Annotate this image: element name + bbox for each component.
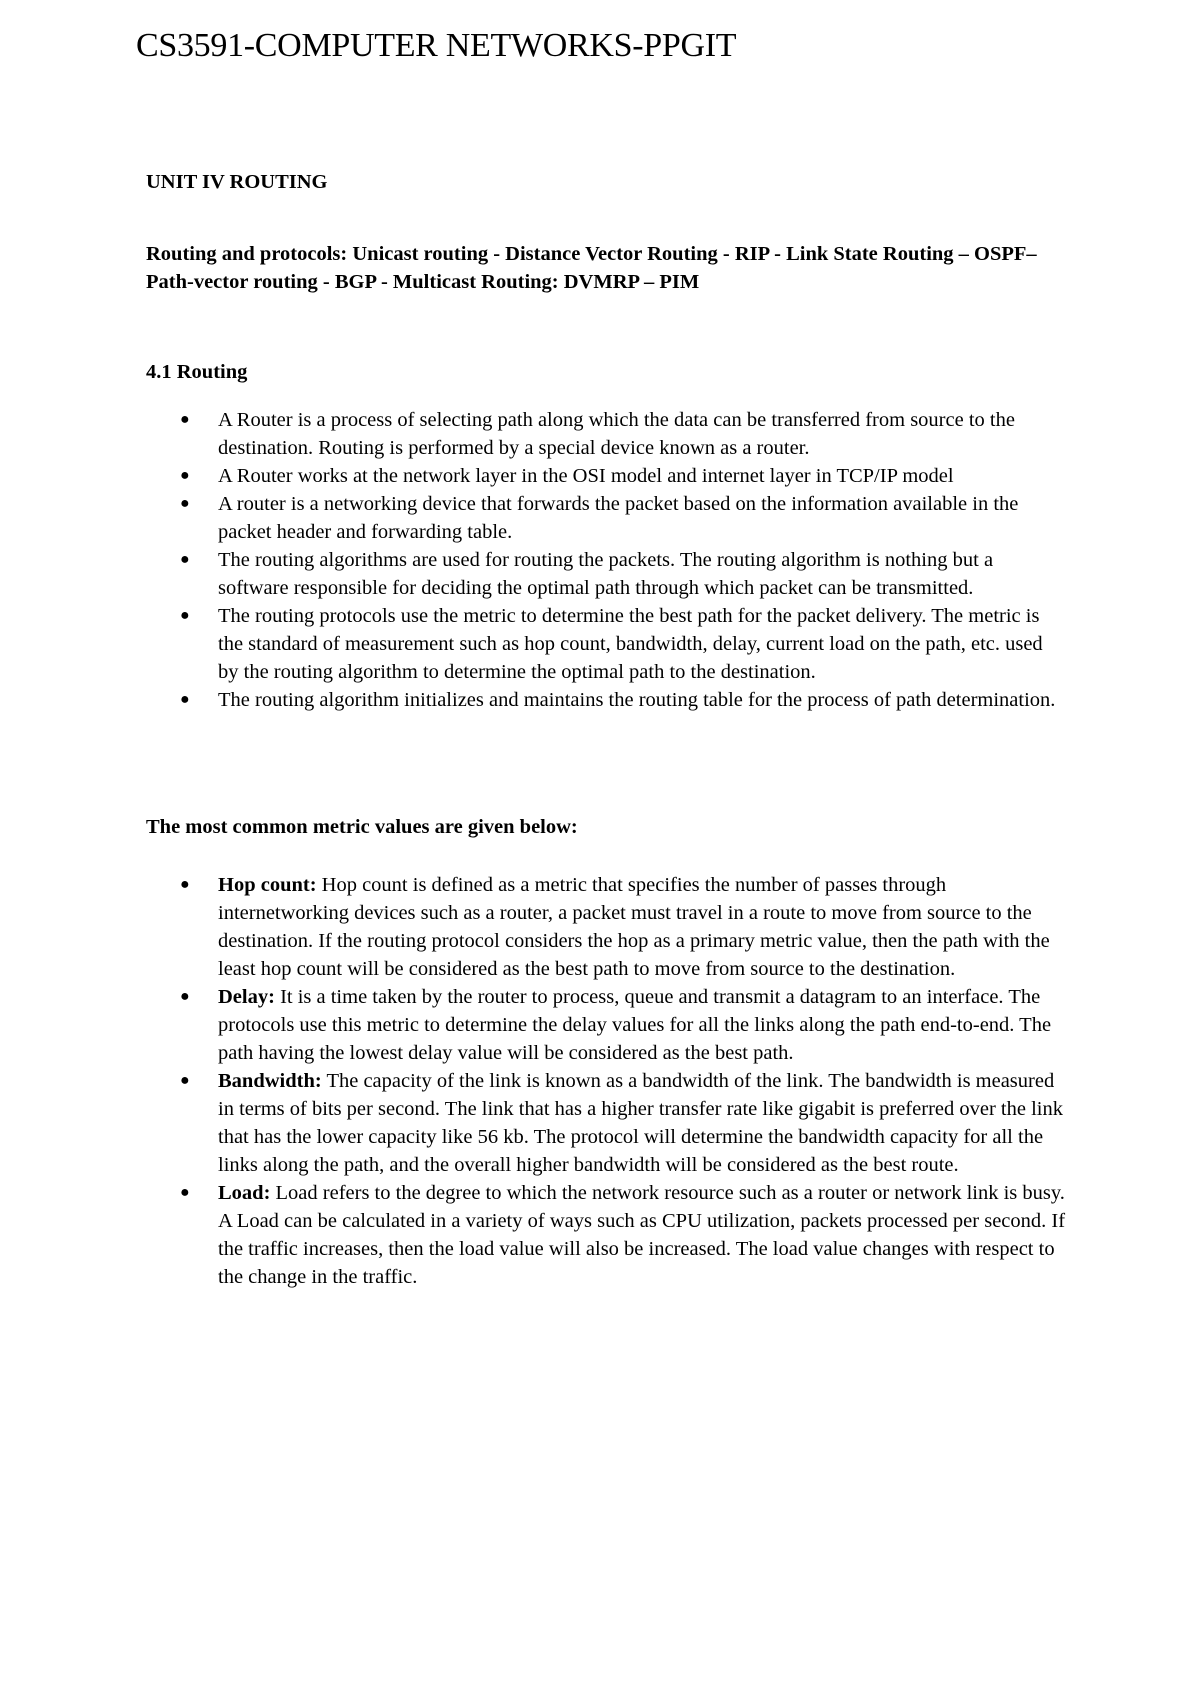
list-item-text: A Router works at the network layer in the OSI model and internet layer in TCP/IP model bbox=[218, 465, 954, 487]
bullet-icon: ● bbox=[180, 1072, 190, 1089]
metric-term: Hop count: bbox=[218, 874, 317, 896]
metric-item-bandwidth bbox=[180, 1067, 1066, 1179]
metrics-heading: The most common metric values are given below: bbox=[146, 816, 578, 838]
list-item-text: A Router is a process of selecting path along which the data can be transferred from source to the destination. Routing is performed by a special device known as a router. bbox=[218, 409, 1015, 459]
metric-description: The capacity of the link is known as a bandwidth of the link. The bandwidth is measured in terms of bits per second. The link that has a higher transfer rate like gigabit is preferred over the link that has the lower capacity like 56 kb. The protocol will determine the bandwidth capacity for all the links along the path, and the overall higher bandwidth will be considered as the best route. bbox=[218, 1070, 1063, 1176]
metric-item-delay bbox=[180, 983, 1066, 1067]
metric-description: Load refers to the degree to which the network resource such as a router or network link is busy. A Load can be calculated in a variety of ways such as CPU utilization, packets processed per second. If the traffic increases, then the load value will also be increased. The load value changes with respect to the change in the traffic. bbox=[218, 1182, 1066, 1288]
metric-term: Delay: bbox=[218, 986, 275, 1008]
bullet-icon: ● bbox=[180, 988, 190, 1005]
page-header-title: CS3591-COMPUTER NETWORKS-PPGIT bbox=[136, 27, 737, 64]
list-item bbox=[180, 602, 1066, 686]
metric-description: It is a time taken by the router to process, queue and transmit a datagram to an interface. The protocols use this metric to determine the delay values for all the links along the path end-to-end. The path having the lowest delay value will be considered as the best path. bbox=[218, 986, 1052, 1064]
metric-term: Load: bbox=[218, 1182, 271, 1204]
bullet-icon: ● bbox=[180, 467, 190, 484]
bullet-icon: ● bbox=[180, 876, 190, 893]
list-item-text: A router is a networking device that forwards the packet based on the information available in the packet header and forwarding table. bbox=[218, 493, 1019, 543]
metric-item-hop-count bbox=[180, 871, 1066, 983]
unit-title: UNIT IV ROUTING bbox=[146, 171, 328, 193]
list-item bbox=[180, 406, 1066, 462]
unit-syllabus: Routing and protocols: Unicast routing - Distance Vector Routing - RIP - Link State Routing – OSPF– Path-vector routing - BGP - Multicast Routing: DVMRP – PIM bbox=[146, 243, 1037, 293]
bullet-icon: ● bbox=[180, 607, 190, 624]
list-item bbox=[180, 686, 1066, 714]
metric-item-load bbox=[180, 1179, 1066, 1291]
routing-bullet-list bbox=[146, 406, 1066, 714]
list-item bbox=[180, 546, 1066, 602]
bullet-icon: ● bbox=[180, 551, 190, 568]
list-item-text: The routing algorithms are used for routing the packets. The routing algorithm is nothing but a software responsible for deciding the optimal path through which packet can be transmitted. bbox=[218, 549, 994, 599]
bullet-icon: ● bbox=[180, 1184, 190, 1201]
document-body bbox=[146, 168, 1066, 1291]
metric-term: Bandwidth: bbox=[218, 1070, 322, 1092]
section-title: 4.1 Routing bbox=[146, 361, 248, 383]
metric-description: Hop count is defined as a metric that specifies the number of passes through internetworking devices such as a router, a packet must travel in a route to move from source to the destination. If the routing protocol considers the hop as a primary metric value, then the path with the least hop count will be considered as the best path to move from source to the destination. bbox=[218, 874, 1050, 980]
list-item bbox=[180, 490, 1066, 546]
list-item-text: The routing algorithm initializes and maintains the routing table for the process of path determination. bbox=[218, 689, 1056, 711]
bullet-icon: ● bbox=[180, 691, 190, 708]
bullet-icon: ● bbox=[180, 411, 190, 428]
list-item bbox=[180, 462, 1066, 490]
metric-list bbox=[146, 871, 1066, 1291]
list-item-text: The routing protocols use the metric to determine the best path for the packet delivery. The metric is the standard of measurement such as hop count, bandwidth, delay, current load on the path, etc. used by the routing algorithm to determine the optimal path to the destination. bbox=[218, 605, 1043, 683]
bullet-icon: ● bbox=[180, 495, 190, 512]
